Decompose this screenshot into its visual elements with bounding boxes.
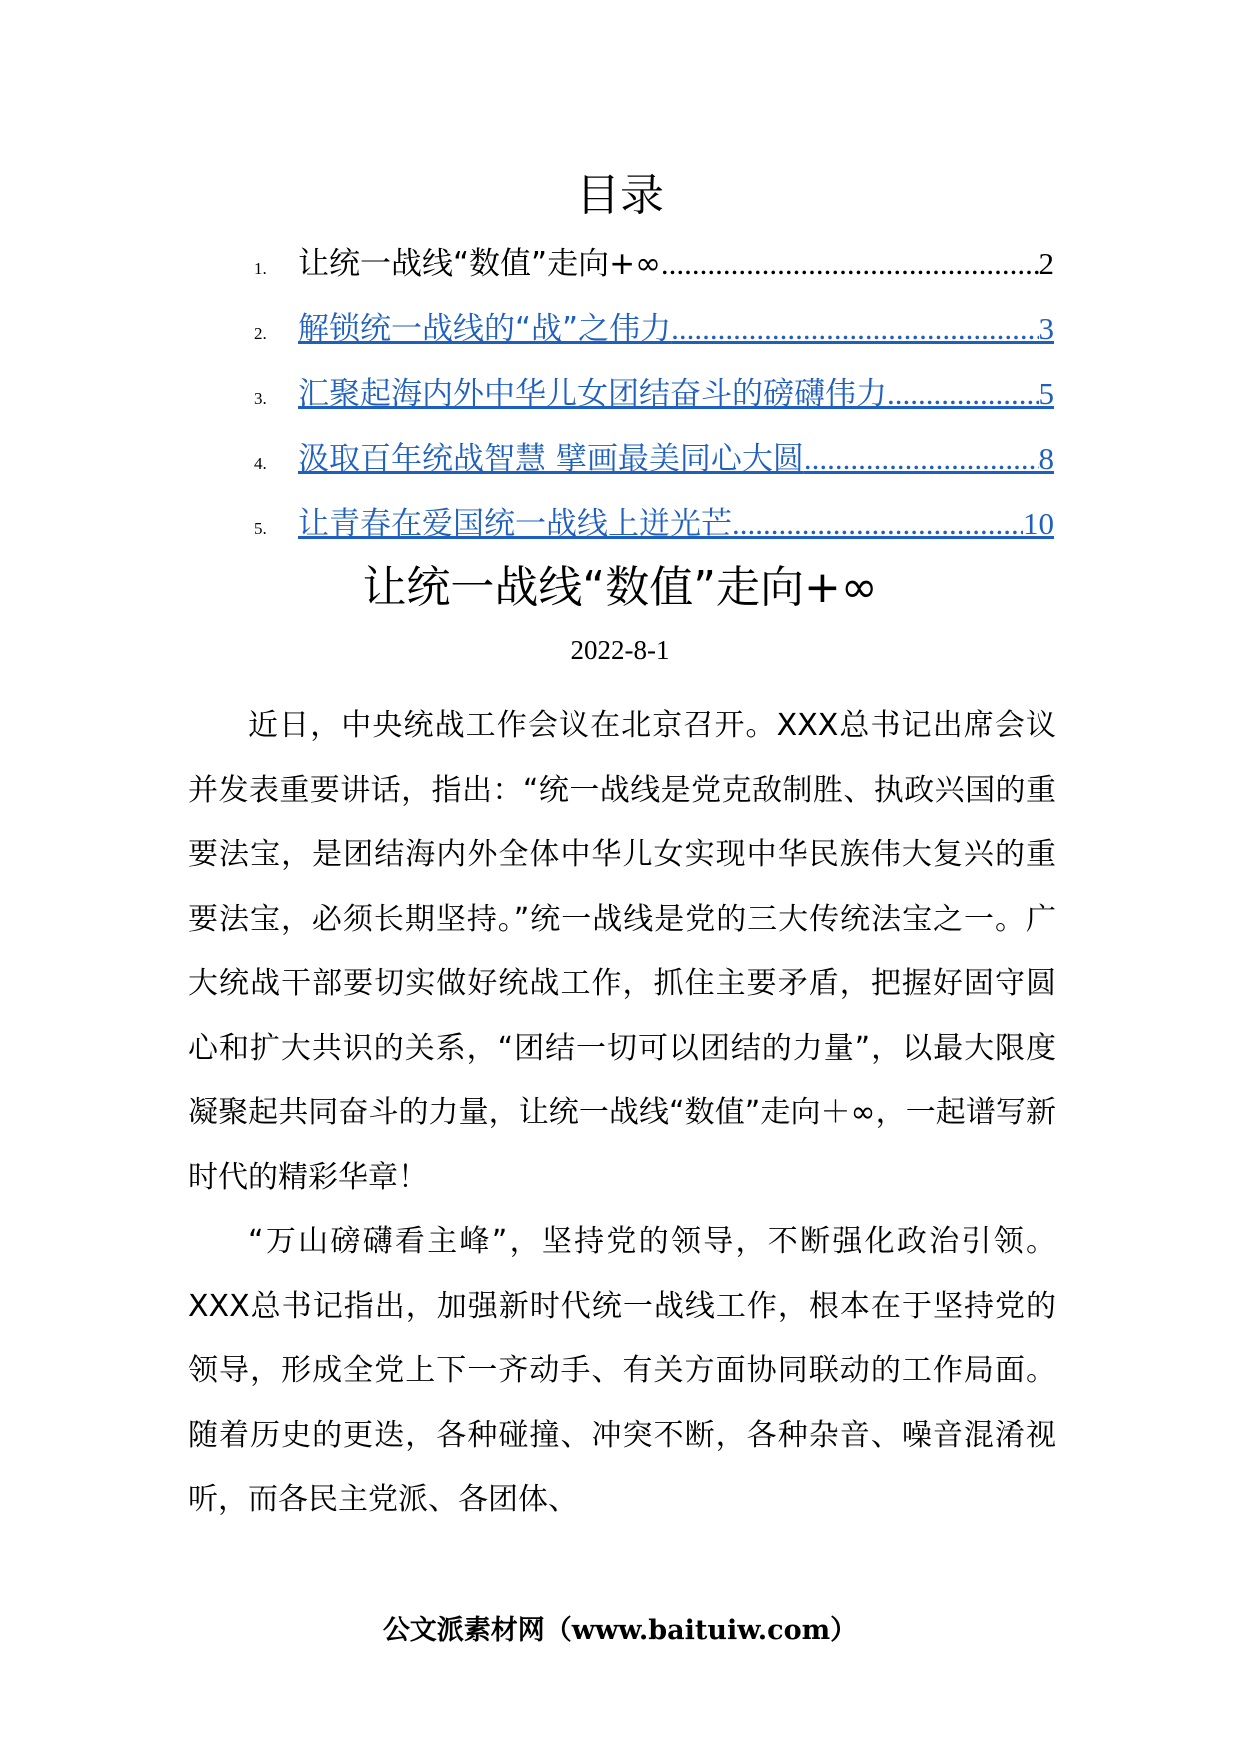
paragraph: 近日，中央统战工作会议在北京召开。XXX总书记出席会议并发表重要讲话，指出：“统一战线是党克敌制胜、执政兴国的重要法宝，是团结海内外全体中华儿女实现中华民族伟大复兴的重要法宝，必须长期坚持。”统一战线是党的三大传统法宝之一。广大统战干部要切实做好统战工作，抓住主要矛盾，把握好固守圆心和扩大共识的关系，“团结一切可以团结的力量”，以最大限度凝聚起共同奋斗的力量，让统一战线“数值”走向＋∞，一起谱写新时代的精彩华章！: [188, 708, 1056, 1195]
toc-page-number[interactable]: 8: [1038, 441, 1054, 476]
toc-page-number[interactable]: 5: [1038, 376, 1054, 411]
toc-dot-leader[interactable]: [887, 376, 1039, 412]
toc-title: 目录: [576, 170, 664, 221]
toc-dot-leader[interactable]: [804, 441, 1039, 477]
table-of-contents: [254, 238, 1054, 563]
toc-item-number: 3.: [254, 389, 267, 408]
toc-page-number[interactable]: 2: [1038, 246, 1054, 281]
toc-item-link[interactable]: 解锁统一战线的“战”之伟力: [298, 311, 672, 347]
toc-item-2[interactable]: [254, 303, 1054, 368]
toc-item-number: 1.: [254, 259, 267, 278]
toc-item-1[interactable]: [254, 238, 1054, 303]
toc-item-number: 2.: [254, 324, 267, 343]
toc-dot-leader[interactable]: [671, 311, 1038, 347]
toc-item-link[interactable]: 让青春在爱国统一战线上迸光芒: [298, 506, 732, 542]
toc-item-link[interactable]: 汇聚起海内外中华儿女团结奋斗的磅礴伟力: [298, 376, 887, 412]
article-title: 让统一战线“数值”走向+∞: [362, 562, 878, 613]
toc-item-number: 5.: [254, 519, 267, 538]
paragraph: “万山磅礴看主峰”，坚持党的领导，不断强化政治引领。XXX总书记指出，加强新时代统一战线工作，根本在于坚持党的领导，形成全党上下一齐动手、有关方面协同联动的工作局面。随着历史的更迭，各种碰撞、冲突不断，各种杂音、噪音混淆视听，而各民主党派、各团体、: [188, 1224, 1056, 1517]
toc-item-3[interactable]: [254, 368, 1054, 433]
toc-item-4[interactable]: [254, 433, 1054, 498]
toc-item-5[interactable]: [254, 498, 1054, 563]
article-date: 2022-8-1: [570, 635, 670, 665]
toc-item-number: 4.: [254, 454, 267, 473]
toc-item-link[interactable]: 汲取百年统战智慧 擘画最美同心大圆: [298, 441, 804, 477]
toc-page-number[interactable]: 3: [1038, 311, 1054, 346]
toc-page-number[interactable]: 10: [1023, 506, 1054, 541]
toc-dot-leader: [661, 246, 1039, 282]
toc-item-title[interactable]: 让统一战线“数值”走向+∞: [298, 246, 661, 282]
toc-dot-leader[interactable]: [732, 506, 1023, 542]
footer-watermark: 公文派素材网（www.baituiw.com）: [382, 1615, 858, 1646]
article-body: [188, 694, 1056, 1533]
